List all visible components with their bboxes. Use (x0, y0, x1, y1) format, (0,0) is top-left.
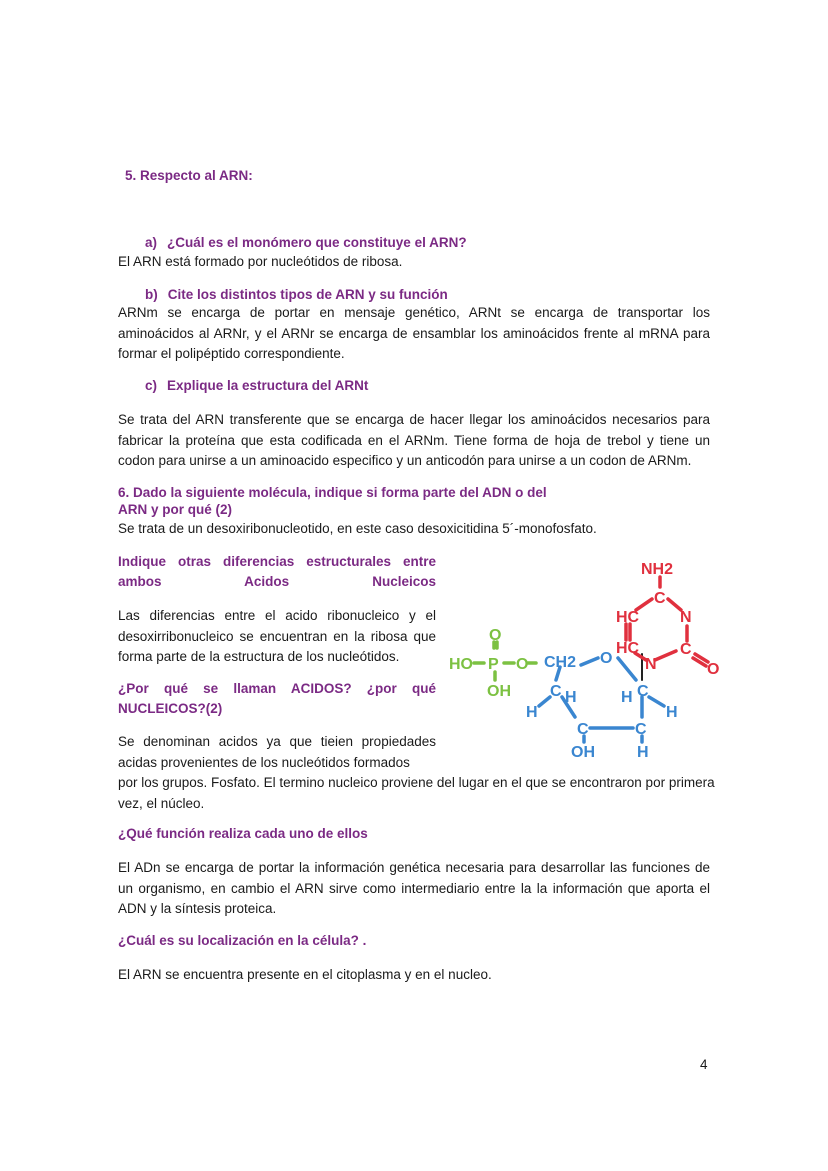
sugar-c1: C (637, 683, 649, 700)
base-c2: C (680, 641, 692, 658)
bond-c1-h (649, 697, 664, 706)
answer-function: El ADn se encarga de portar la información genética necesaria para desarrollar las funciones de un organismo, en cambio el ARN sirve como intermediario entre la la información que aporta el ADN y la síntesis proteica. (118, 860, 710, 916)
question-5c-label: c) (145, 378, 158, 393)
bond-ring-o-c1 (618, 658, 636, 680)
phosphate-ho: HO (449, 656, 473, 673)
base-c4: C (654, 590, 666, 607)
sugar-oh: OH (571, 744, 595, 761)
phosphate-p: P (488, 656, 499, 673)
question-5b-label: b) (145, 287, 158, 302)
bond-c4-h (539, 697, 550, 706)
base-hc-upper: HC (616, 609, 640, 626)
deoxycytidine-monophosphate-diagram (440, 550, 740, 775)
answer-differences: Las diferencias entre el acido ribonucleico y el desoxirribonucleico se encuentran en la ribosa que forma parte de la estructura de los nucleótidos. (118, 608, 436, 664)
bond-ch2-ring-o (581, 658, 598, 665)
sugar-c4: C (550, 683, 562, 700)
base-n3: N (680, 609, 692, 626)
phosphate-o-link: O (516, 656, 529, 673)
question-5c (145, 376, 368, 396)
base-n1: N (645, 656, 657, 673)
sugar-c4-h: H (526, 704, 538, 721)
answer-why-names-part1: Se denominan acidos ya que tieien propiedades acidas provenientes de los nucleótidos formados (118, 734, 436, 770)
question-5c-text: Explique la estructura del ARNt (167, 378, 369, 393)
sugar-c1-ring-h: H (621, 689, 633, 706)
question-5a-text: ¿Cuál es el monómero que constituye el ARN? (167, 235, 467, 250)
question-why-names: ¿Por qué se llaman ACIDOS? ¿por qué NUCLEICOS?(2) (118, 681, 436, 716)
base-o: O (707, 661, 720, 678)
question-differences: Indique otras diferencias estructurales entre ambos Acidos Nucleicos (118, 554, 436, 589)
sugar-ch2: CH2 (544, 654, 577, 671)
question-5b (145, 285, 448, 305)
answer-5a: El ARN está formado por nucleótidos de ribosa. (118, 254, 403, 269)
base-nh2: NH2 (641, 561, 674, 578)
answer-5c: Se trata del ARN transferente que se encarga de hacer llegar los aminoácidos necesarios para fabricar la proteína que esta codificada en el ARNm. Tiene forma de hoja de trebol y tiene un codon para unirse a un aminoacido especifico y un anticodón para unirse a un codon de ARNm. (118, 412, 710, 468)
question-location: ¿Cuál es su localización en la célula? . (118, 933, 367, 948)
sugar-h2: H (637, 744, 649, 761)
base-hc-lower: HC (616, 640, 640, 657)
section-5-title: 5. Respecto al ARN: (125, 168, 253, 183)
sugar-c4-ring-h: H (565, 689, 577, 706)
question-5b-text: Cite los distintos tipos de ARN y su función (167, 287, 448, 302)
phosphate-o-top: O (489, 627, 502, 644)
sugar-c1-h: H (666, 704, 678, 721)
sugar-c3: C (577, 721, 589, 738)
phosphate-oh: OH (487, 683, 511, 700)
sugar-ring-o: O (600, 650, 613, 667)
answer-why-names-part2: por los grupos. Fosfato. El termino nucleico proviene del lugar en el que se encontraron por primera vez, el núcleo. (118, 775, 715, 811)
bond-n1-c2 (655, 651, 676, 660)
question-5a (145, 233, 467, 253)
answer-6: Se trata de un desoxiribonucleotido, en este caso desoxicitidina 5´-monofosfato. (118, 521, 597, 536)
question-5a-label: a) (145, 235, 158, 250)
answer-5b: ARNm se encarga de portar en mensaje genético, ARNt se encarga de transportar los aminoácidos al ARNr, y el ARNr se encarga de ensamblar los aminoácidos frente al mRNA para formar el polipéptido correspondiente. (118, 305, 710, 361)
question-function: ¿Qué función realiza cada uno de ellos (118, 826, 368, 841)
section-6-title-line2: ARN y por qué (2) (118, 502, 233, 517)
sugar-c2: C (635, 721, 647, 738)
section-6-title-line1: 6. Dado la siguiente molécula, indique si forma parte del ADN o del (118, 485, 547, 500)
answer-location: El ARN se encuentra presente en el citoplasma y en el nucleo. (118, 967, 492, 982)
page-number: 4 (700, 1057, 708, 1072)
